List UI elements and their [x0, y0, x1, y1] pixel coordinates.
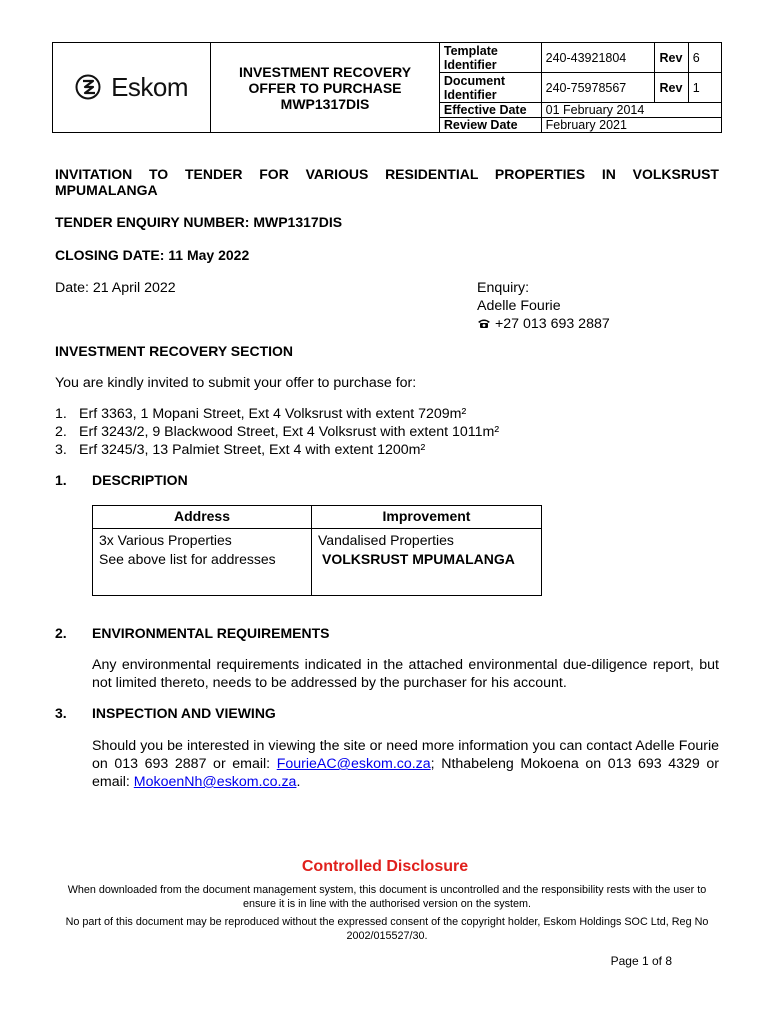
invitation-line: MPUMALANGA: [55, 182, 158, 198]
column-header-improvement: Improvement: [312, 506, 542, 529]
section-number: 1.: [55, 472, 67, 488]
eskom-logo-icon: [75, 74, 107, 100]
eskom-logo: [75, 72, 188, 103]
section-title: INVESTMENT RECOVERY SECTION: [55, 343, 294, 359]
enquiry-name: Adelle Fourie: [477, 298, 561, 314]
copyright-note: No part of this document may be reproduced without the expressed consent of the copyright holder, Eskom Holdings SOC Ltd, Reg No 2002/015527/30.: [65, 916, 709, 942]
improvement-cell: [312, 529, 542, 596]
address-line: 3x Various Properties: [99, 532, 232, 548]
enquiry-block: [477, 279, 610, 333]
review-date-value: February 2021: [541, 118, 721, 133]
template-rev-value: 6: [688, 43, 721, 73]
page-number: Page 1 of 8: [610, 954, 672, 968]
environmental-text: Any environmental requirements indicated in the attached environmental due-diligence report, but not limited thereto, needs to be addressed by the purchaser for his account.: [92, 657, 719, 691]
disclosure-note: When downloaded from the document management system, this document is uncontrolled and the responsibility rests with the user to ensure it is in line with the authorised version on the system.: [67, 884, 707, 910]
tender-enquiry-number: TENDER ENQUIRY NUMBER: MWP1317DIS: [55, 214, 343, 230]
enquiry-phone: +27 013 693 2887: [494, 316, 610, 332]
list-item: [55, 441, 499, 459]
title-line: MWP1317DIS: [280, 95, 370, 112]
list-text: Erf 3245/3, 13 Palmiet Street, Ext 4 with extent 1200m²: [79, 442, 426, 458]
list-text: Erf 3243/2, 9 Blackwood Street, Ext 4 Volksrust with extent 1011m²: [79, 424, 500, 440]
email-link-mokoena[interactable]: MokoenNh@eskom.co.za: [133, 774, 297, 790]
intro-text: You are kindly invited to submit your offer to purchase for:: [55, 375, 417, 391]
address-cell: [93, 529, 312, 596]
description-table: [92, 505, 542, 596]
inspection-text-part: .: [296, 774, 301, 790]
document-header-table: [52, 42, 722, 133]
controlled-disclosure-title: Controlled Disclosure: [301, 858, 469, 875]
invitation-line: INVITATION TO TENDER FOR VARIOUS RESIDENTIAL PROPERTIES IN VOLKSRUST: [55, 166, 719, 182]
inspection-text-part: Should you be interested in viewing the site or need more information you can contact Adelle Fourie on 013 693 2887 or email:: [92, 738, 719, 772]
review-date-label: Review Date: [439, 118, 541, 133]
document-title: [211, 43, 440, 133]
phone-icon: [477, 318, 491, 329]
template-identifier-value: 240-43921804: [541, 43, 655, 73]
list-number: 3.: [55, 442, 67, 458]
template-rev-label: Rev: [655, 43, 688, 73]
list-number: 2.: [55, 424, 67, 440]
list-item: [55, 405, 499, 423]
list-item: [55, 423, 499, 441]
invitation-heading: [55, 166, 719, 198]
description-title: DESCRIPTION: [92, 472, 188, 488]
document-rev-label: Rev: [655, 73, 688, 103]
enquiry-label: Enquiry:: [477, 280, 530, 296]
title-line: INVESTMENT RECOVERY: [238, 63, 412, 80]
issue-date: Date: 21 April 2022: [55, 280, 176, 296]
effective-date-value: 01 February 2014: [541, 103, 721, 118]
effective-date-label: Effective Date: [439, 103, 541, 118]
address-line: See above list for addresses: [99, 551, 276, 567]
document-identifier-value: 240-75978567: [541, 73, 655, 103]
improvement-location: VOLKSRUST MPUMALANGA: [322, 551, 515, 567]
document-rev-value: 1: [688, 73, 721, 103]
column-header-address: Address: [93, 506, 312, 529]
email-link-fourie[interactable]: FourieAC@eskom.co.za: [276, 756, 431, 772]
closing-date: CLOSING DATE: 11 May 2022: [55, 247, 250, 263]
section-number: 3.: [55, 705, 67, 721]
section-number: 2.: [55, 625, 67, 641]
list-text: Erf 3363, 1 Mopani Street, Ext 4 Volksrust with extent 7209m²: [79, 406, 467, 422]
list-number: 1.: [55, 406, 67, 422]
logo-text: Eskom: [111, 71, 189, 102]
title-line: OFFER TO PURCHASE: [248, 79, 402, 96]
enquiry-phone-line: [477, 315, 610, 333]
property-list: [55, 405, 499, 459]
logo-cell: [53, 43, 211, 133]
environmental-title: ENVIRONMENTAL REQUIREMENTS: [92, 625, 330, 641]
inspection-text-part: ; Nthabeleng Mokoena on 013 693 4329 or email:: [92, 756, 719, 790]
template-identifier-label: Template Identifier: [439, 43, 541, 73]
improvement-line: Vandalised Properties: [318, 532, 454, 548]
inspection-text: [92, 737, 719, 791]
document-identifier-label: Document Identifier: [439, 73, 541, 103]
inspection-title: INSPECTION AND VIEWING: [92, 705, 276, 721]
